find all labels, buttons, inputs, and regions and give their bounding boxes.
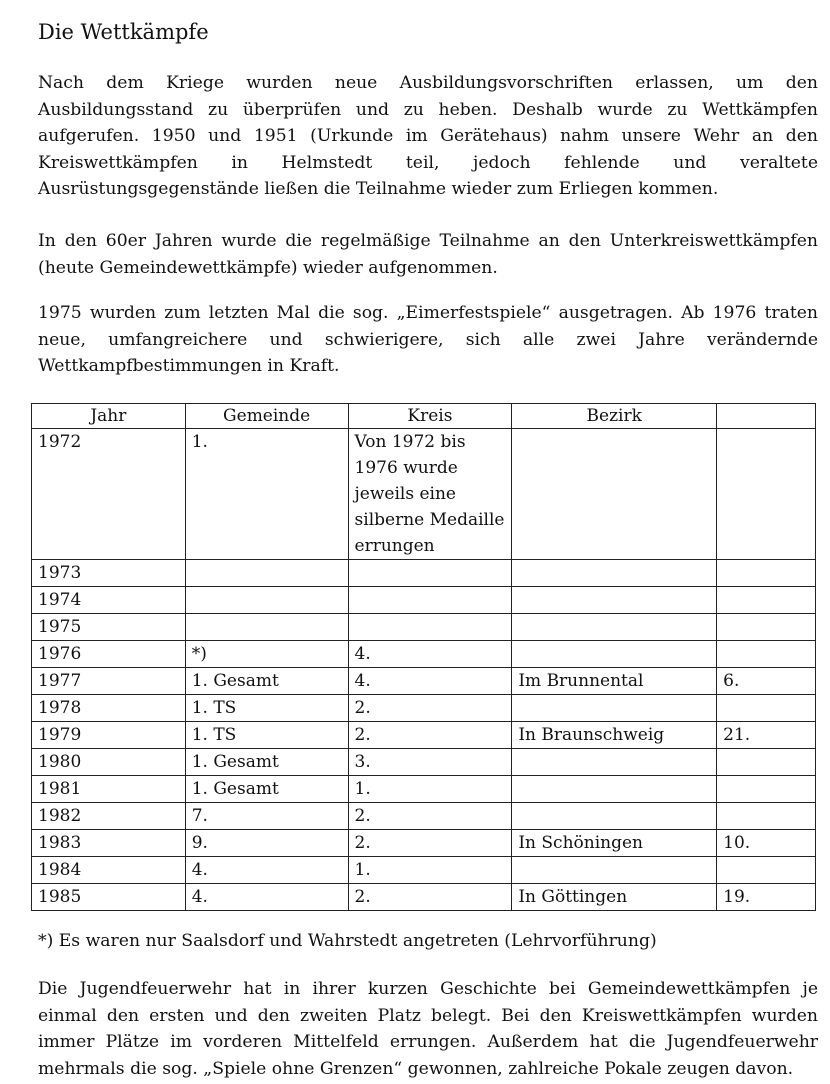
- cell-year: 1976: [32, 641, 186, 668]
- table-row: [32, 857, 816, 884]
- cell-gemeinde: 1. Gesamt: [185, 776, 348, 803]
- cell-bezirk: [512, 803, 717, 830]
- cell-bezirk: In Braunschweig: [512, 722, 717, 749]
- table-row: [32, 560, 816, 587]
- cell-kreis: [348, 587, 512, 614]
- cell-platz: [717, 587, 816, 614]
- cell-gemeinde: 1. Gesamt: [185, 668, 348, 695]
- cell-kreis: 2.: [348, 803, 512, 830]
- header-kreis: Kreis: [348, 404, 512, 429]
- cell-kreis: 4.: [348, 668, 512, 695]
- cell-kreis: 2.: [348, 830, 512, 857]
- cell-bezirk: [512, 641, 717, 668]
- paragraph-1975: 1975 wurden zum letzten Mal die sog. „Eimerfestspiele“ ausgetragen. Ab 1976 traten neue, umfangreichere und schwierigere, sich alle zwei Jahre verändernde Wettkampfbestimmungen in Kraft.: [38, 303, 818, 376]
- cell-gemeinde: [185, 560, 348, 587]
- cell-gemeinde: 1. TS: [185, 722, 348, 749]
- table-footnote: *) Es waren nur Saalsdorf und Wahrstedt angetreten (Lehrvorführung): [38, 931, 657, 951]
- cell-year: 1983: [32, 830, 186, 857]
- cell-gemeinde: 7.: [185, 803, 348, 830]
- paragraph-intro: Nach dem Kriege wurden neue Ausbildungsvorschriften erlassen, um den Ausbildungsstand zu überprüfen und zu heben. Deshalb wurde zu Wettkämpfen aufgerufen. 1950 und 1951 (Urkunde im Gerätehaus) nahm unsere Wehr an den Kreiswettkämpfen in Helmstedt teil, jedoch fehlende und veraltete Ausrüstungsgegenstände ließen die Teilnahme wieder zum Erliegen kommen.: [38, 73, 818, 199]
- cell-year: 1972: [32, 429, 186, 560]
- cell-year: 1974: [32, 587, 186, 614]
- cell-year: 1975: [32, 614, 186, 641]
- cell-bezirk: In Schöningen: [512, 830, 717, 857]
- cell-bezirk: [512, 776, 717, 803]
- cell-gemeinde: 1. TS: [185, 695, 348, 722]
- table-header-row: [32, 404, 816, 429]
- cell-gemeinde: 1.: [185, 429, 348, 560]
- cell-gemeinde: 1. Gesamt: [185, 749, 348, 776]
- cell-kreis: 3.: [348, 749, 512, 776]
- cell-bezirk: Im Brunnental: [512, 668, 717, 695]
- table-row: [32, 641, 816, 668]
- table-row: [32, 614, 816, 641]
- table-row: [32, 749, 816, 776]
- cell-year: 1978: [32, 695, 186, 722]
- cell-bezirk: [512, 587, 717, 614]
- cell-platz: [717, 776, 816, 803]
- table-row: [32, 668, 816, 695]
- cell-platz: [717, 749, 816, 776]
- cell-kreis: 2.: [348, 695, 512, 722]
- table-row: [32, 695, 816, 722]
- cell-year: 1982: [32, 803, 186, 830]
- cell-bezirk: In Göttingen: [512, 884, 717, 911]
- cell-kreis-note: Von 1972 bis 1976 wurde jeweils eine silberne Medaille errungen: [348, 429, 512, 560]
- cell-platz: [717, 429, 816, 560]
- paragraph-jugendfeuerwehr: Die Jugendfeuerwehr hat in ihrer kurzen Geschichte bei Gemeindewettkämpfen je einmal den ersten und den zweiten Platz belegt. Bei den Kreiswettkämpfen wurden immer Plätze im vorderen Mittelfeld errungen. Außerdem hat die Jugendfeuerwehr mehrmals die sog. „Spiele ohne Grenzen“ gewonnen, zahlreiche Pokale zeugen davon.: [38, 979, 818, 1079]
- header-gemeinde: Gemeinde: [185, 404, 348, 429]
- cell-kreis: 4.: [348, 641, 512, 668]
- cell-year: 1980: [32, 749, 186, 776]
- table-row: [32, 830, 816, 857]
- header-platz: [717, 404, 816, 429]
- table-row: [32, 429, 816, 560]
- cell-platz: [717, 803, 816, 830]
- cell-platz: 19.: [717, 884, 816, 911]
- cell-year: 1977: [32, 668, 186, 695]
- cell-year: 1985: [32, 884, 186, 911]
- cell-kreis: 1.: [348, 776, 512, 803]
- cell-bezirk: [512, 749, 717, 776]
- header-jahr: Jahr: [32, 404, 186, 429]
- cell-gemeinde: 9.: [185, 830, 348, 857]
- table-row: [32, 803, 816, 830]
- cell-year: 1973: [32, 560, 186, 587]
- cell-gemeinde: [185, 587, 348, 614]
- cell-kreis: 2.: [348, 884, 512, 911]
- table-row: [32, 722, 816, 749]
- table-row: [32, 884, 816, 911]
- table-row: [32, 587, 816, 614]
- cell-platz: [717, 641, 816, 668]
- cell-platz: [717, 695, 816, 722]
- cell-platz: 21.: [717, 722, 816, 749]
- cell-year: 1981: [32, 776, 186, 803]
- table-row: [32, 776, 816, 803]
- cell-bezirk: [512, 429, 717, 560]
- cell-bezirk: [512, 614, 717, 641]
- cell-gemeinde: 4.: [185, 857, 348, 884]
- cell-platz: 6.: [717, 668, 816, 695]
- cell-gemeinde: 4.: [185, 884, 348, 911]
- cell-platz: [717, 560, 816, 587]
- header-bezirk: Bezirk: [512, 404, 717, 429]
- page-title: Die Wettkämpfe: [38, 20, 209, 44]
- cell-gemeinde: *): [185, 641, 348, 668]
- cell-platz: 10.: [717, 830, 816, 857]
- results-table: [31, 403, 816, 911]
- cell-bezirk: [512, 695, 717, 722]
- cell-kreis: [348, 560, 512, 587]
- cell-year: 1984: [32, 857, 186, 884]
- cell-kreis: 2.: [348, 722, 512, 749]
- paragraph-sixties: In den 60er Jahren wurde die regelmäßige Teilnahme an den Unterkreiswettkämpfen (heute Gemeindewettkämpfe) wieder aufgenommen.: [38, 231, 818, 278]
- cell-kreis: 1.: [348, 857, 512, 884]
- cell-platz: [717, 614, 816, 641]
- cell-kreis: [348, 614, 512, 641]
- cell-bezirk: [512, 560, 717, 587]
- cell-bezirk: [512, 857, 717, 884]
- cell-year: 1979: [32, 722, 186, 749]
- cell-gemeinde: [185, 614, 348, 641]
- cell-platz: [717, 857, 816, 884]
